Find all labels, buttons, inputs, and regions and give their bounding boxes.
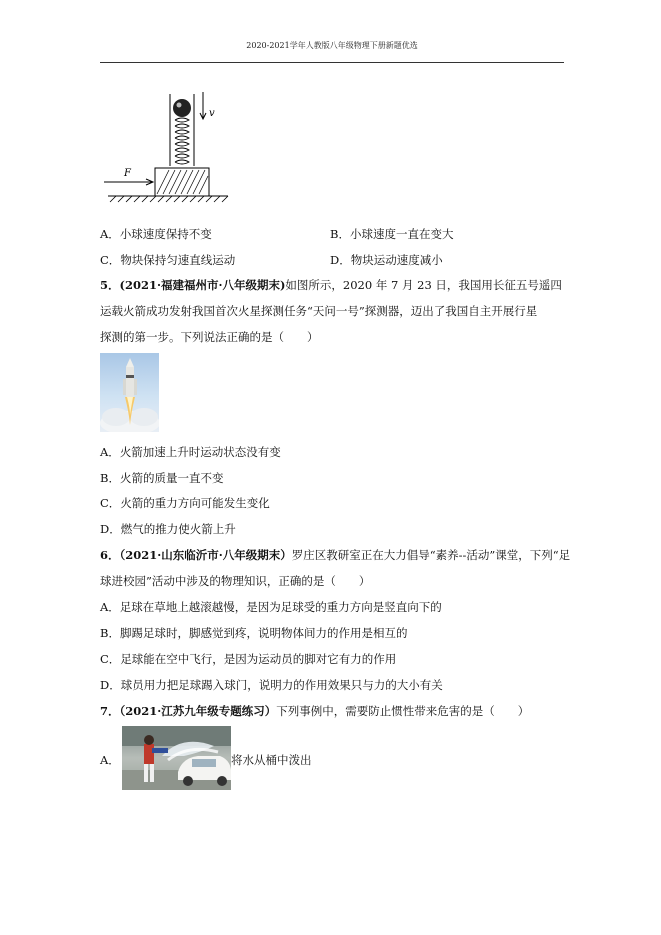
q6-option-b: B．脚踢足球时，脚感觉到疼，说明物体间力的作用是相互的 [100, 626, 408, 640]
q4-option-d: D．物块运动速度减小 [330, 253, 443, 267]
q6-option-a: A．足球在草地上越滚越慢，是因为足球受的重力方向是竖直向下的 [100, 600, 442, 614]
q5-stem-line-3: 探测的第一步。下列说法正确的是（ ） [100, 330, 319, 344]
q7-stem: 7．（2021·江苏九年级专题练习）下列事例中，需要防止惯性带来危害的是（ ） [100, 704, 530, 718]
q5-option-c: C．火箭的重力方向可能发生变化 [100, 496, 270, 510]
q7-option-a-letter: A． [100, 753, 120, 767]
q6-source: （2021·山东临沂市·八年级期末） [119, 548, 292, 562]
q5-number: 5． [100, 278, 120, 292]
q5-option-d: D．燃气的推力使火箭上升 [100, 522, 236, 536]
q6-stem-line-2: 球进校园”活动中涉及的物理知识，正确的是（ ） [100, 574, 371, 588]
q4-option-a: A．小球速度保持不变 [100, 227, 212, 241]
header-divider [100, 62, 564, 63]
ground-hatching [110, 196, 228, 202]
ball-highlight [177, 103, 182, 108]
q6-stem-line-1: 6．（2021·山东临沂市·八年级期末）罗庄区教研室正在大力倡导“素养--活动”课堂，下列“足 [100, 548, 571, 562]
q6-option-c: C．足球能在空中飞行，是因为运动员的脚对它有力的作用 [100, 652, 397, 666]
velocity-label: v [209, 108, 215, 119]
q5-stem-line-2: 运载火箭成功发射我国首次火星探测任务“天问一号”探测器，迈出了我国自主开展行星 [100, 304, 538, 318]
q7-option-a-text: 将水从桶中泼出 [231, 753, 312, 767]
q6-number: 6． [100, 548, 120, 562]
spring [175, 118, 189, 164]
q4-option-c: C．物块保持匀速直线运动 [100, 253, 236, 267]
page-header: 2020-2021学年人教版八年级物理下册新题优选 [246, 41, 418, 50]
q7-number: 7． [100, 704, 120, 718]
q6-option-d: D．球员用力把足球踢入球门，说明力的作用效果只与力的大小有关 [100, 678, 443, 692]
q5-stem-line-1: 5．(2021·福建福州市·八年级期末)如图所示，2020 年 7 月 23 日，我国用长征五号遥四 [100, 278, 562, 292]
water-splash-car-photo [122, 726, 231, 790]
rocket-launch-photo [100, 353, 159, 432]
ball [173, 99, 191, 117]
spring-ball-block-diagram [100, 86, 230, 206]
q5-option-a: A．火箭加速上升时运动状态没有变 [100, 445, 281, 459]
q7-source: （2021·江苏九年级专题练习） [119, 704, 277, 718]
force-label: F [124, 168, 131, 179]
q5-source: (2021·福建福州市·八年级期末) [119, 278, 286, 292]
q4-option-b: B．小球速度一直在变大 [330, 227, 454, 241]
q5-option-b: B．火箭的质量一直不变 [100, 471, 224, 485]
